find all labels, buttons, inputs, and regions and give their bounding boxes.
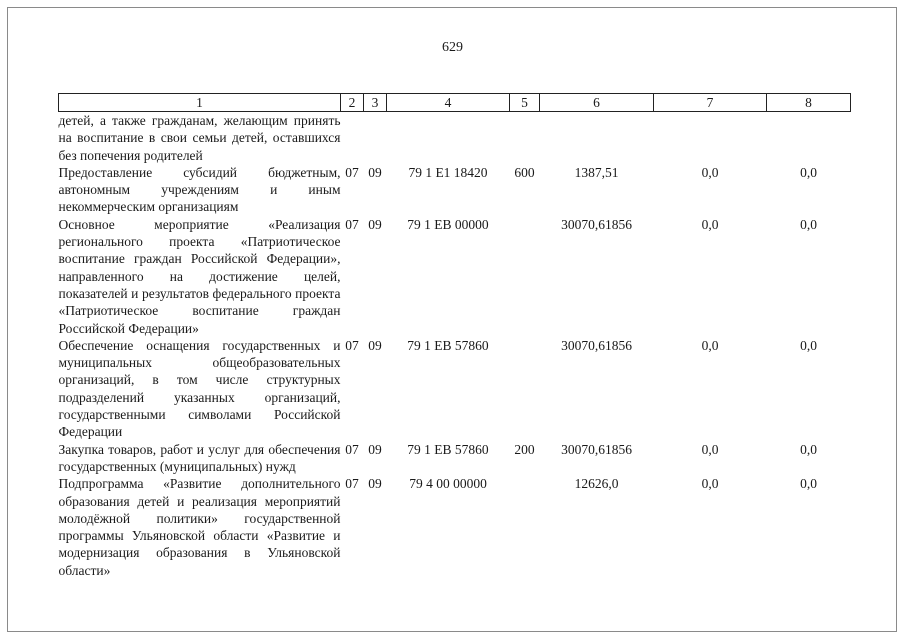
row-expense-type: 200 <box>514 441 535 457</box>
row-value-7: 0,0 <box>701 164 719 180</box>
row-subsection: 09 <box>368 441 382 457</box>
row-target-code: 79 1 Е1 18420 <box>408 164 488 180</box>
page-number: 629 <box>442 40 463 55</box>
row-subsection: 09 <box>368 476 382 492</box>
row-expense-type: 600 <box>514 164 535 180</box>
row-subsection: 09 <box>368 337 382 353</box>
row-expense-type <box>510 337 540 441</box>
row-amount: 30070,61856 <box>561 337 632 353</box>
row-amount: 30070,61856 <box>561 441 632 457</box>
column-header-2: 2 <box>341 94 364 112</box>
row-description: Предоставление субсидий бюджетным, автономным учреждениям и иным некоммерческим организациям <box>58 164 341 215</box>
row-section: 07 <box>345 476 359 492</box>
column-header-6: 6 <box>540 94 654 112</box>
row-subsection: 09 <box>368 216 382 232</box>
row-subsection <box>364 112 387 164</box>
header-row <box>59 94 851 112</box>
row-value-8: 0,0 <box>800 441 817 457</box>
row-section: 07 <box>345 441 359 457</box>
table-row <box>59 337 851 441</box>
table-row <box>59 164 851 216</box>
row-value-8: 0,0 <box>800 476 817 492</box>
column-header-4: 4 <box>387 94 510 112</box>
column-header-7: 7 <box>654 94 767 112</box>
row-value-8: 0,0 <box>800 337 817 353</box>
row-target-code: 79 1 ЕВ 57860 <box>407 441 489 457</box>
table-row <box>59 216 851 337</box>
row-description: детей, а также гражданам, желающим принять на воспитание в свои семьи детей, оставшихся без попечения родителей <box>58 113 341 163</box>
column-header-1: 1 <box>59 94 341 112</box>
row-subsection: 09 <box>368 164 382 180</box>
row-target-code: 79 1 ЕВ 57860 <box>407 337 489 353</box>
row-section: 07 <box>345 164 359 180</box>
row-section <box>341 112 364 164</box>
table-row <box>59 441 851 476</box>
row-section: 07 <box>345 337 359 353</box>
row-amount <box>540 112 654 164</box>
row-amount: 1387,51 <box>574 164 619 180</box>
row-expense-type <box>510 112 540 164</box>
row-amount: 12626,0 <box>574 476 619 492</box>
budget-table <box>58 93 851 579</box>
row-expense-type <box>510 216 540 337</box>
row-value-8: 0,0 <box>800 216 817 232</box>
table-row <box>59 475 851 579</box>
row-description: Закупка товаров, работ и услуг для обеспечения государственных (муниципальных) нужд <box>58 441 341 474</box>
row-target-code <box>387 112 510 164</box>
row-description: Подпрограмма «Развитие дополнительного образования детей и реализация мероприятий молодёжной политики» государственной программы Ульяновской области «Развитие и модернизация образования в Ульяновской области» <box>58 476 341 578</box>
row-value-7: 0,0 <box>701 216 719 232</box>
row-value-7: 0,0 <box>701 337 719 353</box>
row-target-code: 79 4 00 00000 <box>409 476 487 492</box>
row-expense-type <box>510 475 540 579</box>
table-row <box>59 112 851 164</box>
row-value-8: 0,0 <box>800 164 817 180</box>
row-value-8 <box>767 112 851 164</box>
row-description: Обеспечение оснащения государственных и муниципальных общеобразовательных организаций, в том числе структурных подразделений указанных организаций, государственными символами Российской Федерации <box>58 337 341 440</box>
row-target-code: 79 1 ЕВ 00000 <box>407 216 489 232</box>
row-value-7: 0,0 <box>701 441 719 457</box>
column-header-3: 3 <box>364 94 387 112</box>
row-value-7: 0,0 <box>701 476 719 492</box>
row-section: 07 <box>345 216 359 232</box>
row-description: Основное мероприятие «Реализация регионального проекта «Патриотическое воспитание граждан Российской Федерации», направленного на достижение целей, показателей и результатов федерального проекта «Патриотическое воспитание граждан Российской Федерации» <box>58 216 341 336</box>
column-header-5: 5 <box>510 94 540 112</box>
row-amount: 30070,61856 <box>561 216 632 232</box>
column-header-8: 8 <box>767 94 851 112</box>
row-value-7 <box>654 112 767 164</box>
